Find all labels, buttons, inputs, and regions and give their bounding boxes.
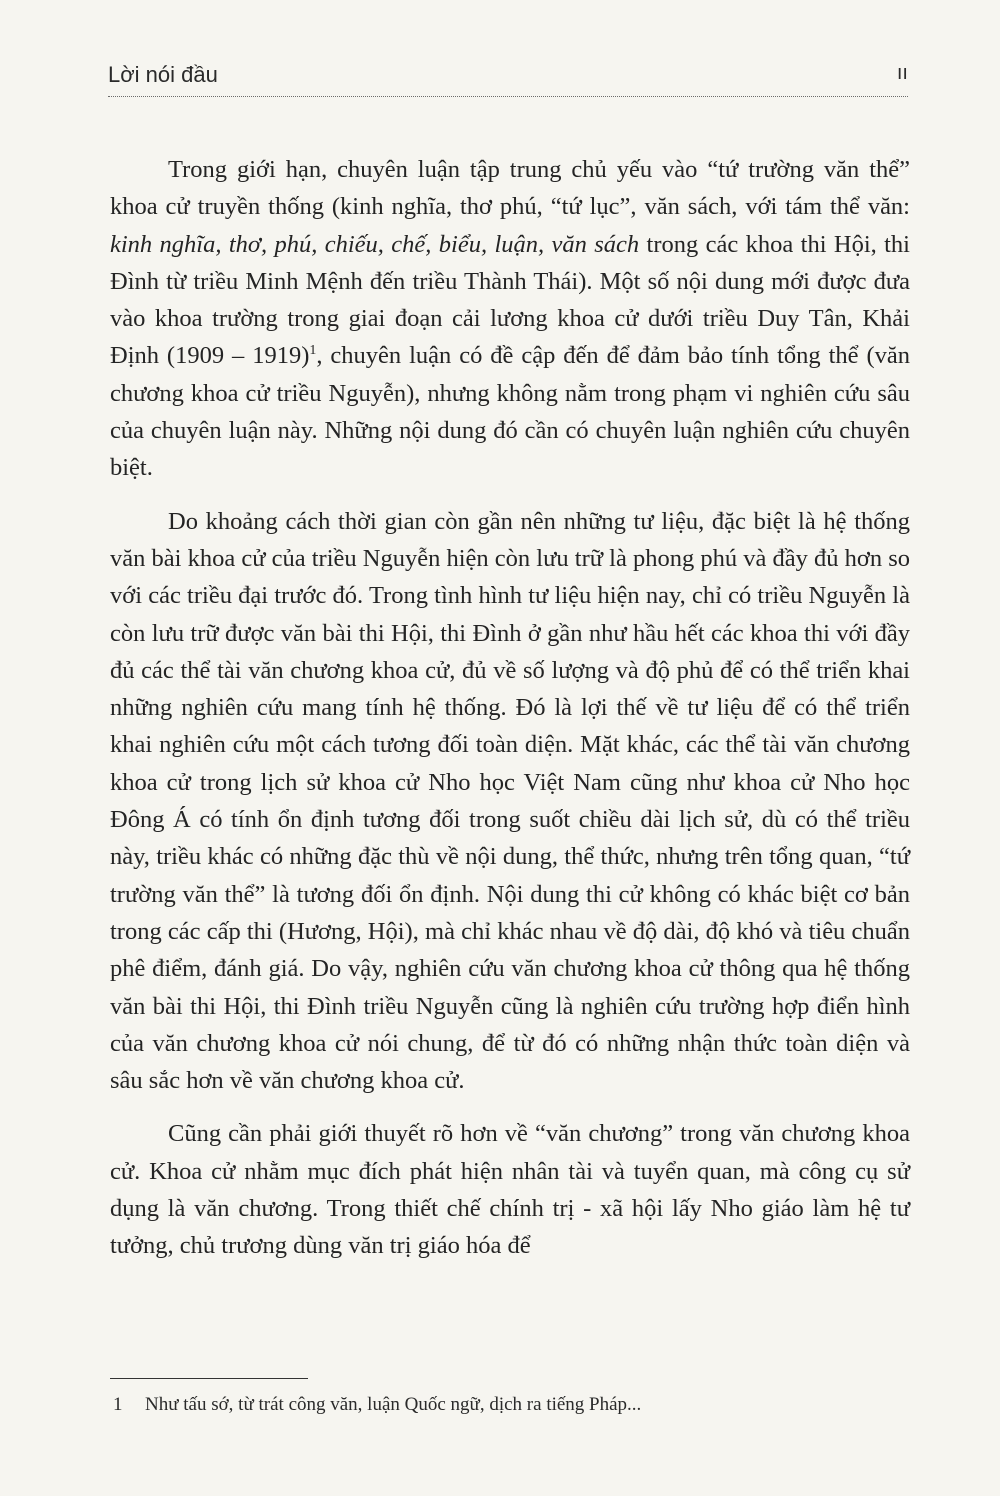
header-dotted-rule — [108, 96, 908, 97]
footnote — [113, 1392, 903, 1418]
paragraph-1-part-b: trong các khoa thi Hội, thi Đình từ triều Minh Mệnh đến triều Thành Thái). Một số nội dung mới được đưa vào khoa trường trong giai đoạn cải lương khoa cử dưới triều Duy Tân, Khải Định (1909 – 1919) — [110, 230, 910, 370]
footnote-separator — [110, 1378, 308, 1379]
paragraph-1-part-c: , chuyên luận có đề cập đến để đảm bảo tính tổng thể (văn chương khoa cử triều Nguyễn), nhưng không nằm trong phạm vi nghiên cứu sâu của chuyên luận này. Những nội dung đó cần có chuyên luận nghiên cứu chuyên biệt. — [110, 342, 910, 482]
footnote-number: 1 — [113, 1394, 123, 1415]
page-number: ıı — [896, 62, 908, 84]
running-header — [108, 62, 908, 98]
footnote-reference[interactable]: 1 — [309, 343, 317, 359]
paragraph-1-part-a: Trong giới hạn, chuyên luận tập trung chủ yếu vào “tứ trường văn thể” khoa cử truyền thống (kinh nghĩa, thơ phú, “tứ lục”, văn sách, với tám thể văn: — [110, 156, 910, 221]
footnote-text: Như tấu sớ, từ trát công văn, luận Quốc ngữ, dịch ra tiếng Pháp... — [145, 1394, 642, 1415]
chapter-title: Lời nói đầu — [108, 62, 218, 87]
paragraph-3: Cũng cần phải giới thuyết rõ hơn về “văn chương” trong văn chương khoa cử. Khoa cử nhằm mục đích phát hiện nhân tài và tuyển quan, mà công cụ sử dụng là văn chương. Trong thiết chế chính trị - xã hội lấy Nho giáo làm hệ tư tưởng, chủ trương dùng văn trị giáo hóa để — [110, 1120, 910, 1260]
paragraph-1-italic-genres: kinh nghĩa, thơ, phú, chiếu, chế, biểu, luận, văn sách — [110, 230, 640, 258]
paragraph-2: Do khoảng cách thời gian còn gần nên những tư liệu, đặc biệt là hệ thống văn bài khoa cử của triều Nguyễn hiện còn lưu trữ là phong phú và đầy đủ hơn so với các triều đại trước đó. Trong tình hình tư liệu hiện nay, chỉ có triều Nguyễn là còn lưu trữ được văn bài thi Hội, thi Đình ở gần như hầu hết các khoa thi với đầy đủ các thể tài văn chương khoa cử, đủ về số lượng và độ phủ để có thể triển khai những nghiên cứu mang tính hệ thống. Đó là lợi thế về tư liệu để có thể triển khai nghiên cứu một cách tương đối toàn diện. Mặt khác, các thể tài văn chương khoa cử trong lịch sử khoa cử Nho học Việt Nam cũng như khoa cử Nho học Đông Á có tính ổn định tương đối trong suốt chiều dài lịch sử, dù có thể triều này, triều khác có những đặc thù về nội dung, thể thức, nhưng trên tổng quan, “tứ trường văn thể” là tương đối ổn định. Nội dung thi cử không có khác biệt cơ bản trong các cấp thi (Hương, Hội), mà chỉ khác nhau về độ dài, độ khó và tiêu chuẩn phê điểm, đánh giá. Do vậy, nghiên cứu văn chương khoa cử thông qua hệ thống văn bài thi Hội, thi Đình triều Nguyễn cũng là nghiên cứu trường hợp điển hình của văn chương khoa cử nói chung, để từ đó có những nhận thức toàn diện và sâu sắc hơn về văn chương khoa cử. — [110, 507, 910, 1095]
paragraph-1 — [110, 151, 910, 487]
main-text — [110, 151, 910, 1281]
